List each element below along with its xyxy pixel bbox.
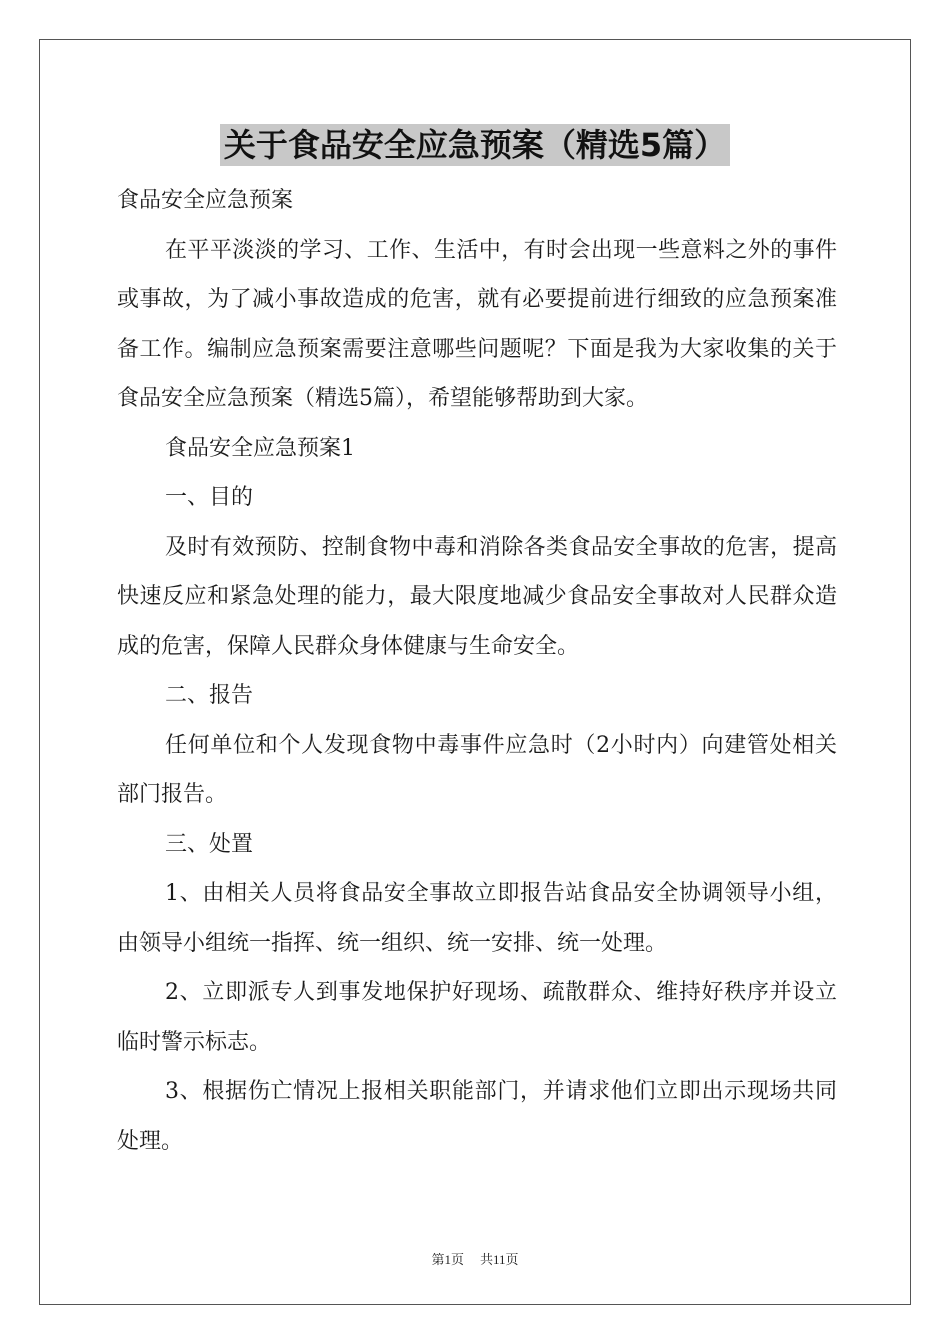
paragraph-intro: 在平平淡淡的学习、工作、生活中，有时会出现一些意料之外的事件或事故，为了减小事故造成的危害，就有必要提前进行细致的应急预案准备工作。编制应急预案需要注意哪些问题呢？下面是我为大家收集的关于食品安全应急预案（精选5篇），希望能够帮助到大家。: [117, 237, 837, 411]
title-container: [0, 124, 950, 166]
document-title: 关于食品安全应急预案（精选5篇）: [220, 124, 730, 166]
paragraph-purpose: 及时有效预防、控制食物中毒和消除各类食品安全事故的危害，提高快速反应和紧急处理的能力，最大限度地减少食品安全事故对人民群众造成的危害，保障人民群众身体健康与生命安全。: [117, 534, 837, 659]
page-total: 共11页: [479, 1252, 519, 1267]
section-heading-report: 二、报告: [165, 683, 254, 708]
section-heading-purpose: 一、目的: [165, 485, 254, 510]
document-subtitle: 食品安全应急预案: [117, 188, 294, 213]
page-footer: [0, 1249, 950, 1268]
paragraph-report: 任何单位和个人发现食物中毒事件应急时（2小时内）向建管处相关部门报告。: [117, 732, 837, 807]
section-heading-plan-1: 食品安全应急预案1: [165, 435, 355, 461]
paragraph-handling-1: 1、由相关人员将食品安全事故立即报告站食品安全协调领导小组，由领导小组统一指挥、统一组织、统一安排、统一处理。: [117, 881, 837, 956]
paragraph-handling-2: 2、立即派专人到事发地保护好现场、疏散群众、维持好秩序并设立临时警示标志。: [117, 980, 837, 1055]
section-heading-handling: 三、处置: [165, 831, 254, 857]
document-body: [117, 176, 837, 1166]
paragraph-handling-3: 3、根据伤亡情况上报相关职能部门，并请求他们立即出示现场共同处理。: [117, 1079, 837, 1154]
page-number: 第1页: [431, 1252, 464, 1267]
